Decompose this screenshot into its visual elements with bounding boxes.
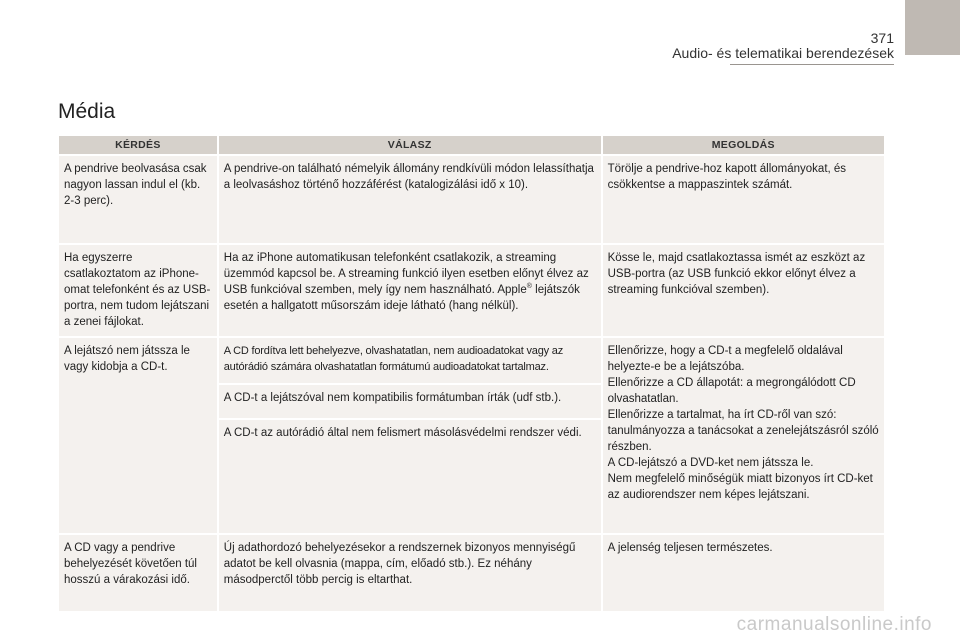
question-cell: A lejátszó nem játssza le vagy kidobja a CD-t. xyxy=(59,338,217,533)
question-cell: A CD vagy a pendrive behelyezését követően túl hosszú a várakozási idő. xyxy=(59,535,217,611)
header-rule xyxy=(730,64,894,65)
table-row xyxy=(59,338,884,383)
solution-line: Ellenőrizze, hogy a CD-t a megfelelő oldalával helyezte-e be a lejátszóba. xyxy=(607,345,843,373)
answer-text-part: Ha az iPhone automatikusan telefonként csatlakozik, a streaming üzemmód kapcsol be. A streaming funkció ilyen esetben előnyt élvez az USB funkcióval szemben, mely így nem használható. Apple xyxy=(223,252,589,296)
answer-cell: Új adathordozó behelyezésekor a rendszernek bizonyos mennyiségű adatot be kell olvasnia (mappa, cím, előadó stb.). Ez néhány másodperctől több percig is eltarthat. xyxy=(219,535,601,611)
watermark: carmanualsonline.info xyxy=(736,614,932,635)
solution-cell: Törölje a pendrive-hoz kapott állományokat, és csökkentse a mappaszintek számát. xyxy=(603,156,884,243)
solution-line: Ellenőrizze a CD állapotát: a megrongálódott CD olvashatatlan. xyxy=(607,377,856,405)
solution-cell: Kösse le, majd csatlakoztassa ismét az eszközt az USB-portra (az USB funkció ekkor előnyt élvez a streaming funkcióval szemben). xyxy=(603,245,884,336)
table-row xyxy=(59,535,884,611)
solution-cell xyxy=(603,338,884,533)
solution-line: Ellenőrizze a tartalmat, ha írt CD-ről van szó: tanulmányozza a tanácsokat a zenelejátszásról szóló részben. xyxy=(607,409,879,453)
column-header-solution: MEGOLDÁS xyxy=(603,136,884,154)
registered-mark: ® xyxy=(526,283,532,291)
answer-cell: A CD-t a lejátszóval nem kompatibilis formátumban írták (udf stb.). xyxy=(219,385,601,418)
solution-line: Nem megfelelő minőségük miatt bizonyos írt CD-ket az audiorendszer nem képes lejátszani. xyxy=(607,473,873,501)
page-number: 371 xyxy=(870,30,894,46)
answer-cell: A CD fordítva lett behelyezve, olvashatatlan, nem audioadatokat vagy az autórádió számára olvashatatlan formátumú audioadatokat tartalmaz. xyxy=(219,338,601,383)
solution-line: A CD-lejátszó a DVD-ket nem játssza le. xyxy=(607,457,814,469)
column-header-answer: VÁLASZ xyxy=(219,136,601,154)
page-header: Audio- és telematikai berendezések xyxy=(672,45,894,61)
corner-tab xyxy=(905,0,960,55)
section-title: Média xyxy=(58,100,116,123)
answer-cell: A CD-t az autórádió által nem felismert másolásvédelmi rendszer védi. xyxy=(219,420,601,533)
troubleshooting-table xyxy=(57,134,886,613)
table-header-row xyxy=(59,136,884,154)
table-row xyxy=(59,245,884,336)
question-cell: A pendrive beolvasása csak nagyon lassan indul el (kb. 2-3 perc). xyxy=(59,156,217,243)
solution-cell: A jelenség teljesen természetes. xyxy=(603,535,884,611)
column-header-question: KÉRDÉS xyxy=(59,136,217,154)
answer-text-part: lejátszók esetén a hallgatott műsorszám ideje látható (hang nélkül). xyxy=(223,284,580,312)
table-row xyxy=(59,156,884,243)
answer-cell: A pendrive-on található némelyik állomány rendkívüli módon lelassíthatja a leolvasáshoz történő hozzáférést (katalogizálási idő x 10). xyxy=(219,156,601,243)
answer-cell xyxy=(219,245,601,336)
question-cell: Ha egyszerre csatlakoztatom az iPhone-omat telefonként és az USB-portra, nem tudom lejátszani a zenei fájlokat. xyxy=(59,245,217,336)
